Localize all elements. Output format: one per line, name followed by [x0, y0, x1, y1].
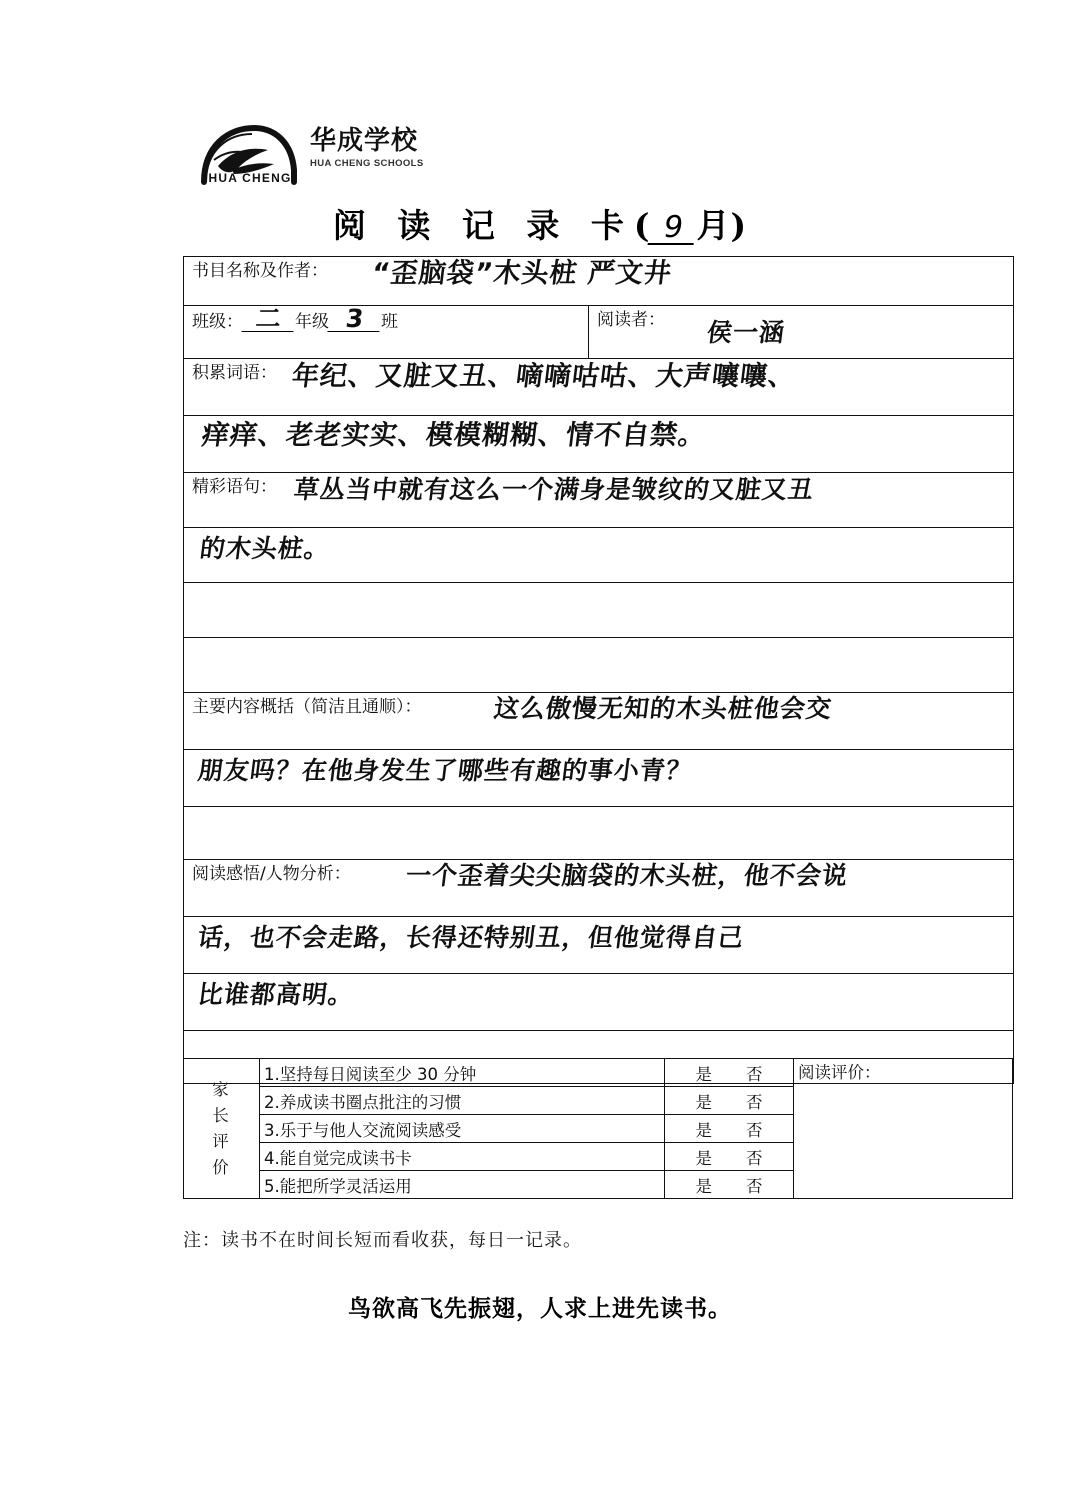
parent-eval-char-1: 长 [212, 1105, 231, 1125]
class-grade-unit: 年级 [295, 312, 329, 332]
reading-record-table [183, 256, 1014, 1084]
book-label: 书目名称及作者： [192, 261, 328, 281]
summary-line-1[interactable]: 这么傲慢无知的木头桩他会交 [492, 694, 834, 723]
reflection-label: 阅读感悟/人物分析： [192, 864, 351, 884]
table-row-reflection-3 [184, 974, 1014, 1031]
month-field[interactable]: 9 [648, 214, 699, 245]
page-title-text: 阅 读 记 录 卡 [332, 206, 634, 245]
parent-eval-char-0: 家 [212, 1079, 231, 1099]
summary-line-2[interactable]: 朋友吗？在他身发生了哪些有趣的事小青？ [196, 756, 694, 785]
vocab-line-2[interactable]: 痒痒、老老实实、模模糊糊、情不自禁。 [200, 420, 708, 451]
table-row-quote-1 [184, 473, 1014, 528]
eval-yes-2[interactable]: 是 [695, 1092, 712, 1112]
table-row-quote-blank-1 [184, 583, 1014, 638]
eval-item-text-2: 2.养成读书圈点批注的习惯 [260, 1087, 665, 1115]
table-row-book [184, 257, 1014, 306]
reflection-cell-1[interactable] [184, 860, 1014, 917]
eval-choice-2[interactable] [665, 1087, 794, 1115]
quote-line-2[interactable]: 的木头桩。 [198, 534, 332, 563]
school-logo [198, 124, 428, 188]
page-title [0, 200, 1080, 247]
parent-evaluation-table [183, 1058, 1013, 1199]
title-paren-close: ) [730, 206, 748, 245]
eval-item-text-1: 1.坚持每日阅读至少 30 分钟 [260, 1059, 665, 1087]
logo-wordmark [310, 126, 430, 170]
summary-cell-2[interactable] [184, 750, 1014, 807]
vocab-cell-2[interactable] [184, 416, 1014, 473]
eval-no-1[interactable]: 否 [746, 1064, 763, 1084]
quote-label: 精彩语句： [192, 477, 277, 497]
reader-value[interactable]: 侯一涵 [705, 318, 787, 347]
table-row-vocab-2 [184, 416, 1014, 473]
vocab-label: 积累词语： [192, 363, 277, 383]
reflection-cell-2[interactable] [184, 917, 1014, 974]
quote-blank-cell-2[interactable] [184, 638, 1014, 693]
reflection-cell-3[interactable] [184, 974, 1014, 1031]
reader-cell[interactable] [589, 306, 1014, 359]
quote-line-1[interactable]: 草丛当中就有这么一个满身是皱纹的又脏又丑 [292, 475, 816, 504]
reflection-line-3[interactable]: 比谁都高明。 [196, 980, 356, 1009]
eval-item-text-3: 3.乐于与他人交流阅读感受 [260, 1115, 665, 1143]
reflection-line-2[interactable]: 话，也不会走路，长得还特别丑，但他觉得自己 [196, 923, 746, 952]
table-row-reflection-1 [184, 860, 1014, 917]
quote-blank-cell-1[interactable] [184, 583, 1014, 638]
eval-no-4[interactable]: 否 [746, 1148, 763, 1168]
summary-label: 主要内容概括（简洁且通顺）： [192, 697, 422, 717]
eval-item-text-5: 5.能把所学灵活运用 [260, 1171, 665, 1199]
eval-no-5[interactable]: 否 [746, 1176, 763, 1196]
table-row-reflection-2 [184, 917, 1014, 974]
eval-yes-4[interactable]: 是 [695, 1148, 712, 1168]
book-value[interactable]: “歪脑袋”木头桩 严文井 [370, 258, 674, 289]
table-row-quote-2 [184, 528, 1014, 583]
footer-note: 注：读书不在时间长短而看收获，每日一记录。 [183, 1230, 582, 1251]
parent-eval-char-2: 评 [212, 1131, 231, 1151]
footer-motto: 鸟欲高飞先振翅，人求上进先读书。 [348, 1295, 732, 1322]
reading-comment-label: 阅读评价： [798, 1063, 881, 1082]
parent-eval-char-3: 价 [212, 1157, 231, 1177]
table-row-vocab-1 [184, 359, 1014, 416]
table-row-class-reader [184, 306, 1014, 359]
parent-evaluation-header [184, 1059, 260, 1199]
eval-choice-5[interactable] [665, 1171, 794, 1199]
eval-choice-4[interactable] [665, 1143, 794, 1171]
eval-yes-5[interactable]: 是 [695, 1176, 712, 1196]
vocab-cell-1[interactable] [184, 359, 1014, 416]
logo-name-en: HUA CHENG SCHOOLS [310, 158, 424, 169]
quote-cell-2[interactable] [184, 528, 1014, 583]
class-grade-value[interactable]: 二 [241, 306, 296, 332]
eval-item-text-4: 4.能自觉完成读书卡 [260, 1143, 665, 1171]
logo-name-cn: 华成学校 [310, 126, 419, 156]
table-row-eval-1 [184, 1059, 1013, 1087]
class-label: 班级： [192, 312, 243, 332]
reader-label: 阅读者： [597, 310, 665, 330]
svg-text:HUA CHENG: HUA CHENG [208, 171, 292, 185]
table-row-quote-blank-2 [184, 638, 1014, 693]
eval-choice-1[interactable] [665, 1059, 794, 1087]
table-row-summary-1 [184, 693, 1014, 750]
title-month-unit: 月 [696, 206, 731, 245]
table-row-summary-blank [184, 807, 1014, 860]
eval-no-2[interactable]: 否 [746, 1092, 763, 1112]
eval-yes-3[interactable]: 是 [695, 1120, 712, 1140]
eval-yes-1[interactable]: 是 [695, 1064, 712, 1084]
reading-comment-cell[interactable] [794, 1059, 1013, 1199]
eval-no-3[interactable]: 否 [746, 1120, 763, 1140]
class-number-unit: 班 [381, 312, 398, 332]
summary-blank-cell[interactable] [184, 807, 1014, 860]
class-number-value[interactable]: 3 [327, 306, 382, 332]
book-cell[interactable] [184, 257, 1014, 306]
quote-cell-1[interactable] [184, 473, 1014, 528]
eval-choice-3[interactable] [665, 1115, 794, 1143]
dove-arch-logo-icon [198, 124, 306, 186]
summary-cell-1[interactable] [184, 693, 1014, 750]
table-row-summary-2 [184, 750, 1014, 807]
reflection-line-1[interactable]: 一个歪着尖尖脑袋的木头桩，他不会说 [404, 861, 850, 890]
class-cell[interactable] [184, 306, 589, 359]
vocab-line-1[interactable]: 年纪、又脏又丑、嘀嘀咕咕、大声嚷嚷、 [290, 361, 798, 392]
title-paren-open: ( [633, 206, 651, 245]
